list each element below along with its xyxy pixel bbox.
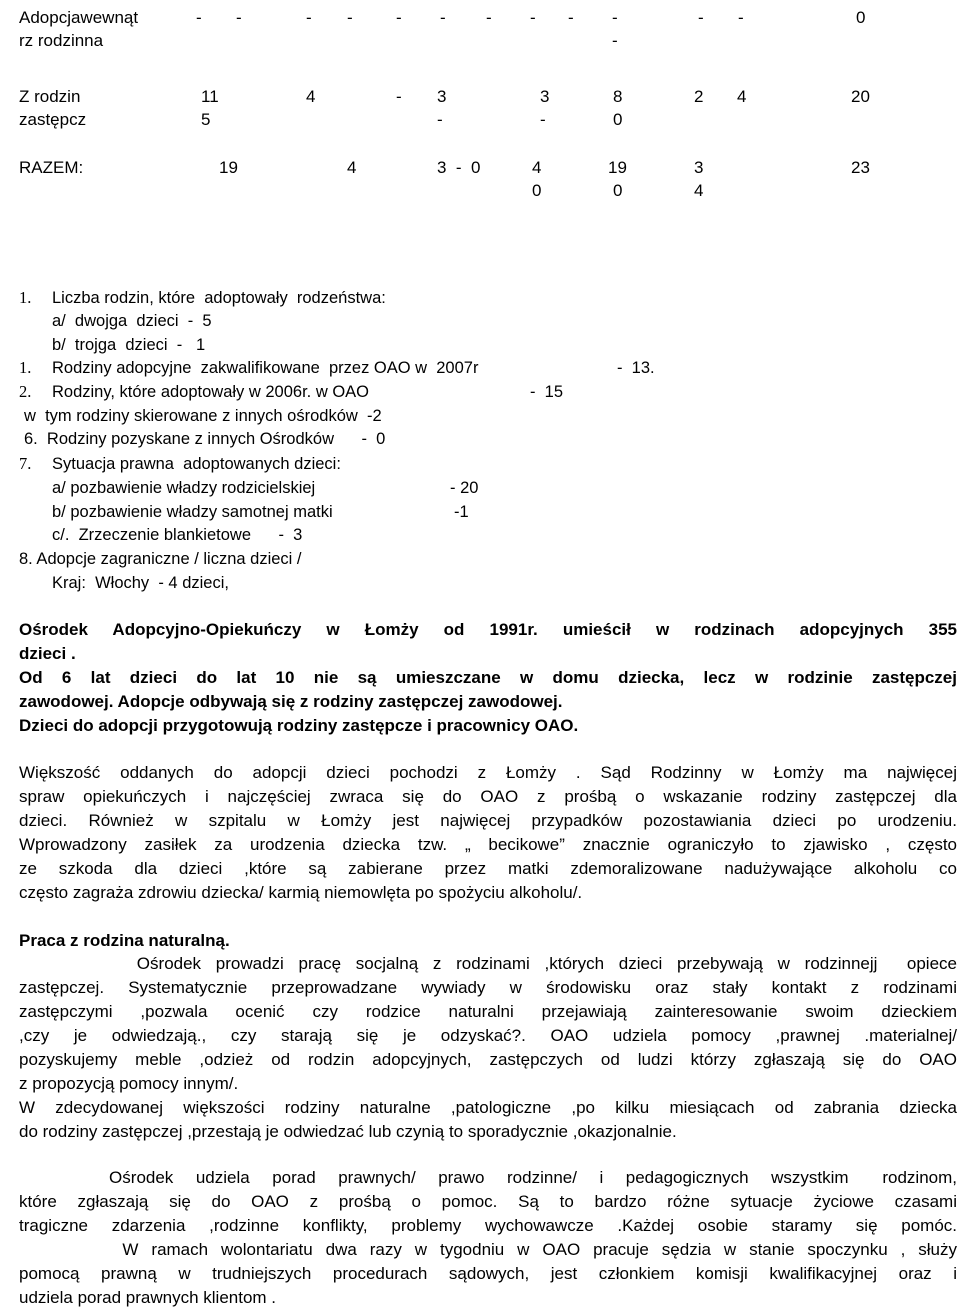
row1-cell: - <box>612 31 618 50</box>
row2-cell: 5 <box>201 110 211 129</box>
row2-cell: 20 <box>851 87 870 106</box>
row2-label-line2: zastępcz <box>19 110 87 129</box>
row3-cell: 4 <box>694 181 704 200</box>
text-line: pomocą prawną w trudniejszych procedurach sądowych, jest członkiem komisji kwalifikacyjnej oraz i <box>19 1264 957 1283</box>
list-item: Rodziny, które adoptowały w 2006r. w OAO <box>52 383 370 401</box>
row1-cell: - <box>568 8 574 27</box>
row1-cell: - <box>440 8 446 27</box>
text-line: Ośrodek udziela porad prawnych/ prawo rodzinne/ i pedagogicznych wszystkim rodzinom, <box>19 1168 957 1187</box>
text-line: Dzieci do adopcji przygotowują rodziny zastępcze i pracownicy OAO. <box>19 716 579 735</box>
row2-label-line1: Z rodzin <box>19 87 81 106</box>
text-line: tragiczne zdarzenia ,rodzinne konflikty, problemy wychowawcze .Każdej osobie staramy się pomóc. <box>19 1216 957 1235</box>
row3-cell: 3 <box>694 158 704 177</box>
list-number: 1. <box>19 358 32 377</box>
list-item: Liczba rodzin, które adoptowały rodzeństwa: <box>52 289 386 307</box>
list-item: c/. Zrzeczenie blankietowe - 3 <box>52 526 303 544</box>
row3-cell: 4 <box>532 158 542 177</box>
list-item: Sytuacja prawna adoptowanych dzieci: <box>52 455 341 473</box>
text-line: które zgłaszają się do OAO z prośbą o pomoc. Są to bardzo różne sytuacje życiowe czasami <box>19 1192 957 1211</box>
list-item: b/ pozbawienie władzy samotnej matki <box>52 503 333 521</box>
text-line: Większość oddanych do adopcji dzieci pochodzi z Łomży . Sąd Rodzinny w Łomży ma najwięcej <box>19 763 957 782</box>
row1-cell: - <box>196 8 202 27</box>
list-item: w tym rodziny skierowane z innych ośrodków -2 <box>24 407 382 425</box>
row2-cell: 8 <box>613 87 623 106</box>
text-line: zastępczej. Systematycznie przeprowadzane wywiady w środowisku oraz stały kontakt z rodzinami <box>19 978 957 997</box>
row3-cell: 0 <box>532 181 542 200</box>
text-line: do rodziny zastępczej ,przestają je odwiedzać lub czynią to sporadycznie ,okazjonalnie. <box>19 1122 677 1141</box>
list-item: a/ dwojga dzieci - 5 <box>52 312 212 330</box>
list-number: 1. <box>19 288 32 307</box>
text-line: W ramach wolontariatu dwa razy w tygodniu w OAO pracuje sędzia w stanie spoczynku , służy <box>19 1240 957 1259</box>
row1-label-line2: rz rodzinna <box>19 31 104 50</box>
list-item: a/ pozbawienie władzy rodzicielskiej <box>52 479 316 497</box>
text-line: spraw opiekuńczych i najczęściej zwraca się do OAO z prośbą o wskazanie rodziny zastępczej dla <box>19 787 957 806</box>
row3-cell: 3 - 0 <box>437 158 481 177</box>
row3-cell: 19 <box>608 158 627 177</box>
text-line: udziela porad prawnych klientom . <box>19 1288 277 1307</box>
text-line: zastępczymi ,pozwala ocenić czy rodzice naturalni przejawiają zainteresowanie swoim dzieckiem <box>19 1002 957 1021</box>
list-item: 8. Adopcje zagraniczne / liczna dzieci / <box>19 550 302 568</box>
list-item-value: -1 <box>454 503 469 521</box>
list-item: Kraj: Włochy - 4 dzieci, <box>52 574 229 592</box>
row1-cell: - <box>698 8 704 27</box>
list-item-value: - 13. <box>617 359 655 377</box>
row3-cell: 19 <box>219 158 238 177</box>
row2-cell: 0 <box>613 110 623 129</box>
row1-cell: - <box>486 8 492 27</box>
row1-cell: - <box>738 8 744 27</box>
row3-cell: 23 <box>851 158 870 177</box>
row2-cell: - <box>540 110 546 129</box>
text-line: zawodowej. Adopcje odbywają się z rodziny zastępczej zawodowej. <box>19 692 563 711</box>
list-number: 7. <box>19 454 32 473</box>
row2-cell: - <box>396 87 402 106</box>
row1-cell: - <box>306 8 312 27</box>
text-line: często zagraża zdrowiu dziecka/ karmią niemowlęta po spożyciu alkoholu/. <box>19 883 583 902</box>
section-heading: Praca z rodzina naturalną. <box>19 931 230 950</box>
list-item: 6. Rodziny pozyskane z innych Ośrodków - 0 <box>24 430 386 448</box>
row1-label-line1: Adopcjawewnąt <box>19 8 139 27</box>
row1-cell: 0 <box>856 8 866 27</box>
row3-label: RAZEM: <box>19 158 84 177</box>
text-line: ze szkoda dla dzieci ,które są zabierane przez matki zdemoralizowane nadużywające alkoholu co <box>19 859 957 878</box>
row1-cell: - <box>236 8 242 27</box>
list-item-value: - 15 <box>530 383 564 401</box>
list-item: b/ trojga dzieci - 1 <box>52 336 206 354</box>
text-line: z propozycją pomocy innym/. <box>19 1074 239 1093</box>
text-line: W zdecydowanej większości rodziny naturalne ,patologiczne ,po kilku miesiącach od zabrania dziecka <box>19 1098 957 1117</box>
text-line: Ośrodek Adopcyjno-Opiekuńczy w Łomży od 1991r. umieścił w rodzinach adopcyjnych 355 <box>19 620 957 639</box>
list-number: 2. <box>19 382 32 401</box>
row1-cell: - <box>612 8 618 27</box>
row2-cell: 4 <box>737 87 747 106</box>
row2-cell: 4 <box>306 87 316 106</box>
row2-cell: - <box>437 110 443 129</box>
text-line: Ośrodek prowadzi pracę socjalną z rodzinami ,których dzieci przebywają w rodzinnejj opiece <box>19 954 957 973</box>
text-line: Od 6 lat dzieci do lat 10 nie są umieszczane w domu dziecka, lecz w rodzinie zastępczej <box>19 668 957 687</box>
row3-cell: 4 <box>347 158 357 177</box>
list-item: Rodziny adopcyjne zakwalifikowane przez OAO w 2007r <box>52 359 479 377</box>
text-line: Wprowadzony zasiłek za urodzenia dziecka tzw. „ becikowe” znacznie ograniczyło to zjawisko , często <box>19 835 957 854</box>
row3-cell: 0 <box>613 181 623 200</box>
row2-cell: 3 <box>540 87 550 106</box>
row1-cell: - <box>530 8 536 27</box>
row1-cell: - <box>347 8 353 27</box>
row2-cell: 2 <box>694 87 704 106</box>
list-item-value: - 20 <box>450 479 479 497</box>
row2-cell: 3 <box>437 87 447 106</box>
row1-cell: - <box>396 8 402 27</box>
text-line: dzieci . <box>19 644 76 663</box>
row2-cell: 11 <box>201 87 219 106</box>
text-line: pozyskujemy meble ,odzież od rodzin adopcyjnych, zastępczych od ludzi którzy zgłaszają się do OAO <box>19 1050 957 1069</box>
text-line: dzieci. Również w szpitalu w Łomży jest najwięcej przypadków pozostawiania dzieci po urodzeniu. <box>19 811 957 830</box>
text-line: ,czy je odwiedzają., czy starają się je odzyskać?. OAO udziela pomocy ,prawnej .materialnej/ <box>19 1026 957 1045</box>
